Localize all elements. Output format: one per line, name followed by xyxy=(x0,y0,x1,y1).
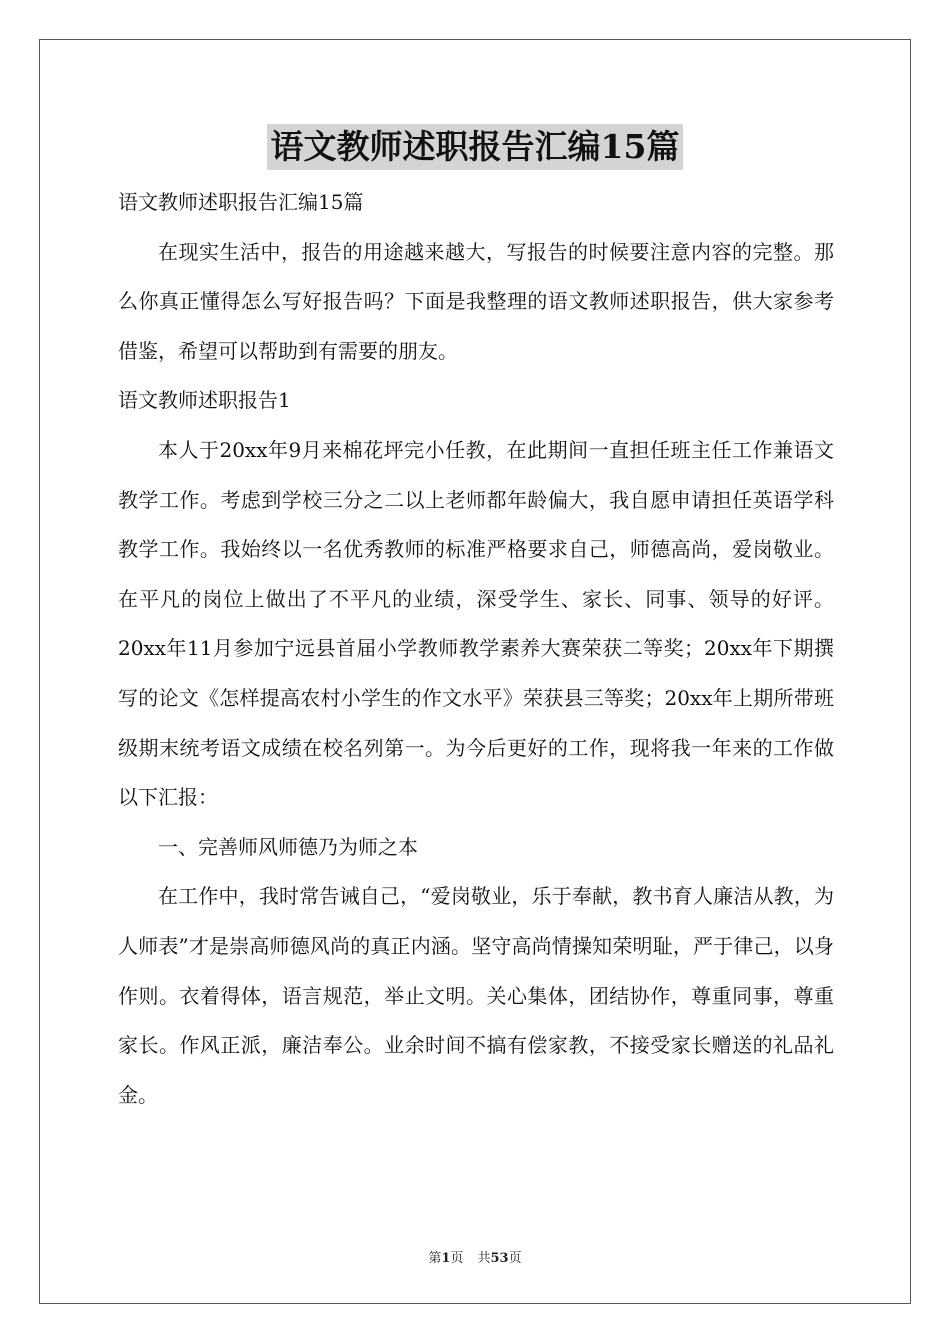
page-suffix: 页 xyxy=(450,1251,464,1266)
page-prefix: 第 xyxy=(428,1251,442,1266)
paragraph-2: 在工作中，我时常告诫自己，“爱岗敬业，乐于奉献，教书育人廉洁从教，为人师表”才是崇高师德风尚的真正内涵。坚守高尚情操知荣明耻，严于律己，以身作则。衣着得体，语言规范，举止文明。关心集体，团结协作，尊重同事，尊重家长。作风正派，廉洁奉公。业余时间不搞有偿家教，不接受家长赠送的礼品礼金。 xyxy=(118,884,834,1107)
document-subtitle: 语文教师述职报告汇编15篇 xyxy=(118,190,364,214)
intro-paragraph: 在现实生活中，报告的用途越来越大，写报告的时候要注意内容的完整。那么你真正懂得怎么写好报告吗？下面是我整理的语文教师述职报告，供大家参考借鉴，希望可以帮助到有需要的朋友。 xyxy=(118,239,834,363)
section-title: 语文教师述职报告1 xyxy=(118,388,291,413)
title-container xyxy=(0,124,950,170)
total-suffix: 页 xyxy=(508,1251,522,1266)
document-title: 语文教师述职报告汇编15篇 xyxy=(267,124,684,170)
total-prefix: 共 xyxy=(477,1251,491,1266)
page-footer xyxy=(0,1247,950,1266)
page-current: 1 xyxy=(441,1251,451,1266)
document-body xyxy=(118,178,834,1120)
paragraph-1: 本人于20xx年9月来棉花坪完小任教，在此期间一直担任班主任工作兼语文教学工作。考虑到学校三分之二以上老师都年龄偏大，我自愿申请担任英语学科教学工作。我始终以一名优秀教师的标准严格要求自己，师德高尚，爱岗敬业。在平凡的岗位上做出了不平凡的业绩，深受学生、家长、同事、领导的好评。20xx年11月参加宁远县首届小学教师教学素养大赛荣获二等奖；20xx年下期撰写的论文《怎样提高农村小学生的作文水平》荣获县三等奖；20xx年上期所带班级期末统考语文成绩在校名列第一。为今后更好的工作，现将我一年来的工作做以下汇报： xyxy=(118,437,834,810)
subheading-1: 一、完善师风师德乃为师之本 xyxy=(158,834,418,859)
page-total: 53 xyxy=(490,1251,509,1266)
